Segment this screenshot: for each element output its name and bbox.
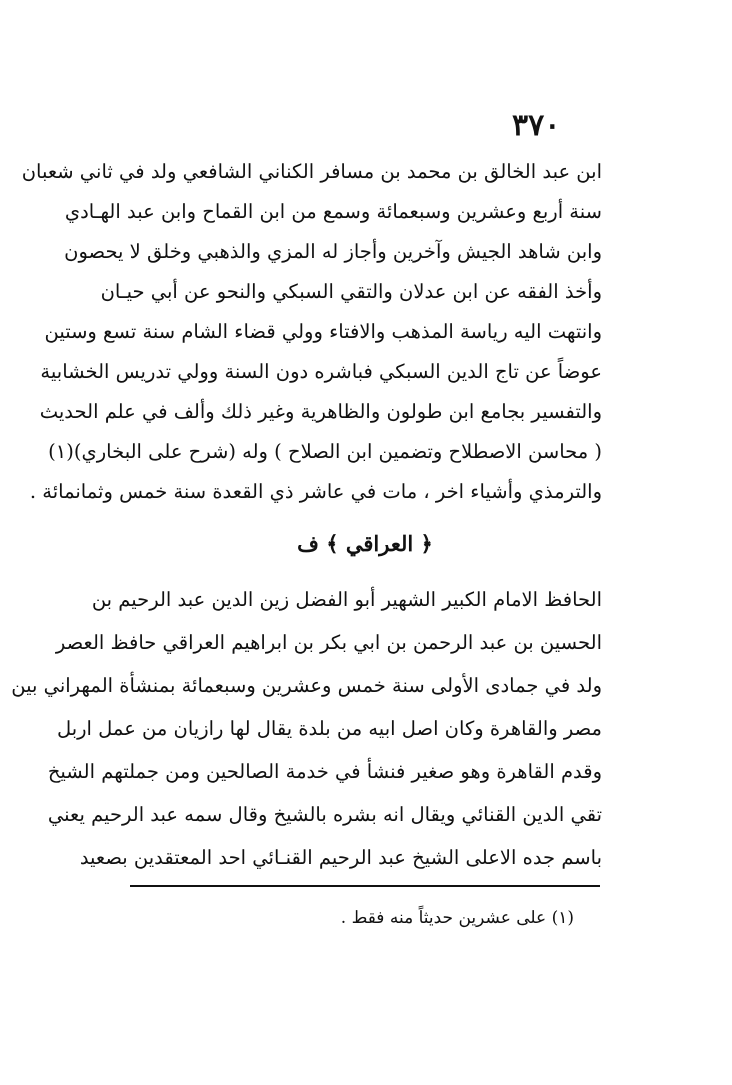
text-line: الحسين بن عبد الرحمن بن ابي بكر بن ابراهيم العراقي حافظ العصر [55,631,602,654]
text-line: باسم جده الاعلى الشيخ عبد الرحيم القنـائي احد المعتقدين بصعيد [79,846,602,869]
footnote-divider [130,885,600,887]
paragraph-biography-2 [11,580,602,880]
section-heading: ﴿ العراقي ﴾ ف [297,531,433,556]
footnote: (١) على عشرين حديثاً منه فقط . [340,908,574,928]
text-line: تقي الدين القنائي ويقال انه بشره بالشيخ وقال سمه عبد الرحيم يعني [47,803,602,826]
page-number: ٣٧٠ [512,108,561,143]
paragraph-biography-1 [21,152,602,512]
text-line: وابن شاهد الجيش وآخرين وأجاز له المزي والذهبي وخلق لا يحصون [64,240,602,263]
text-line: الحافظ الامام الكبير الشهير أبو الفضل زين الدين عبد الرحيم بن [91,588,602,611]
text-line: وأخذ الفقه عن ابن عدلان والتقي السبكي والنحو عن أبي حيـان [100,280,602,303]
text-line: وانتهت اليه رياسة المذهب والافتاء وولي قضاء الشام سنة تسع وستين [44,320,602,343]
text-line: والتفسير بجامع ابن طولون والظاهرية وغير ذلك وألف في علم الحديث [39,400,602,423]
text-line: ولد في جمادى الأولى سنة خمس وعشرين وسبعمائة بمنشأة المهراني بين [11,674,602,697]
text-line: سنة أربع وعشرين وسبعمائة وسمع من ابن القماح وابن عبد الهـادي [64,200,602,223]
text-line: مصر والقاهرة وكان اصل ابيه من بلدة يقال لها رازيان من عمل اربل [56,717,602,740]
text-line: ابن عبد الخالق بن محمد بن مسافر الكناني الشافعي ولد في ثاني شعبان [21,160,602,183]
text-line: والترمذي وأشياء اخر ، مات في عاشر ذي القعدة سنة خمس وثمانمائة . [29,480,602,503]
text-line: وقدم القاهرة وهو صغير فنشأ في خدمة الصالحين ومن جملتهم الشيخ [47,760,602,783]
text-line: ( محاسن الاصطلاح وتضمين ابن الصلاح ) وله (شرح على البخاري)(١) [48,440,602,463]
text-line: عوضاً عن تاج الدين السبكي فباشره دون السنة وولي تدريس الخشابية [40,360,602,383]
